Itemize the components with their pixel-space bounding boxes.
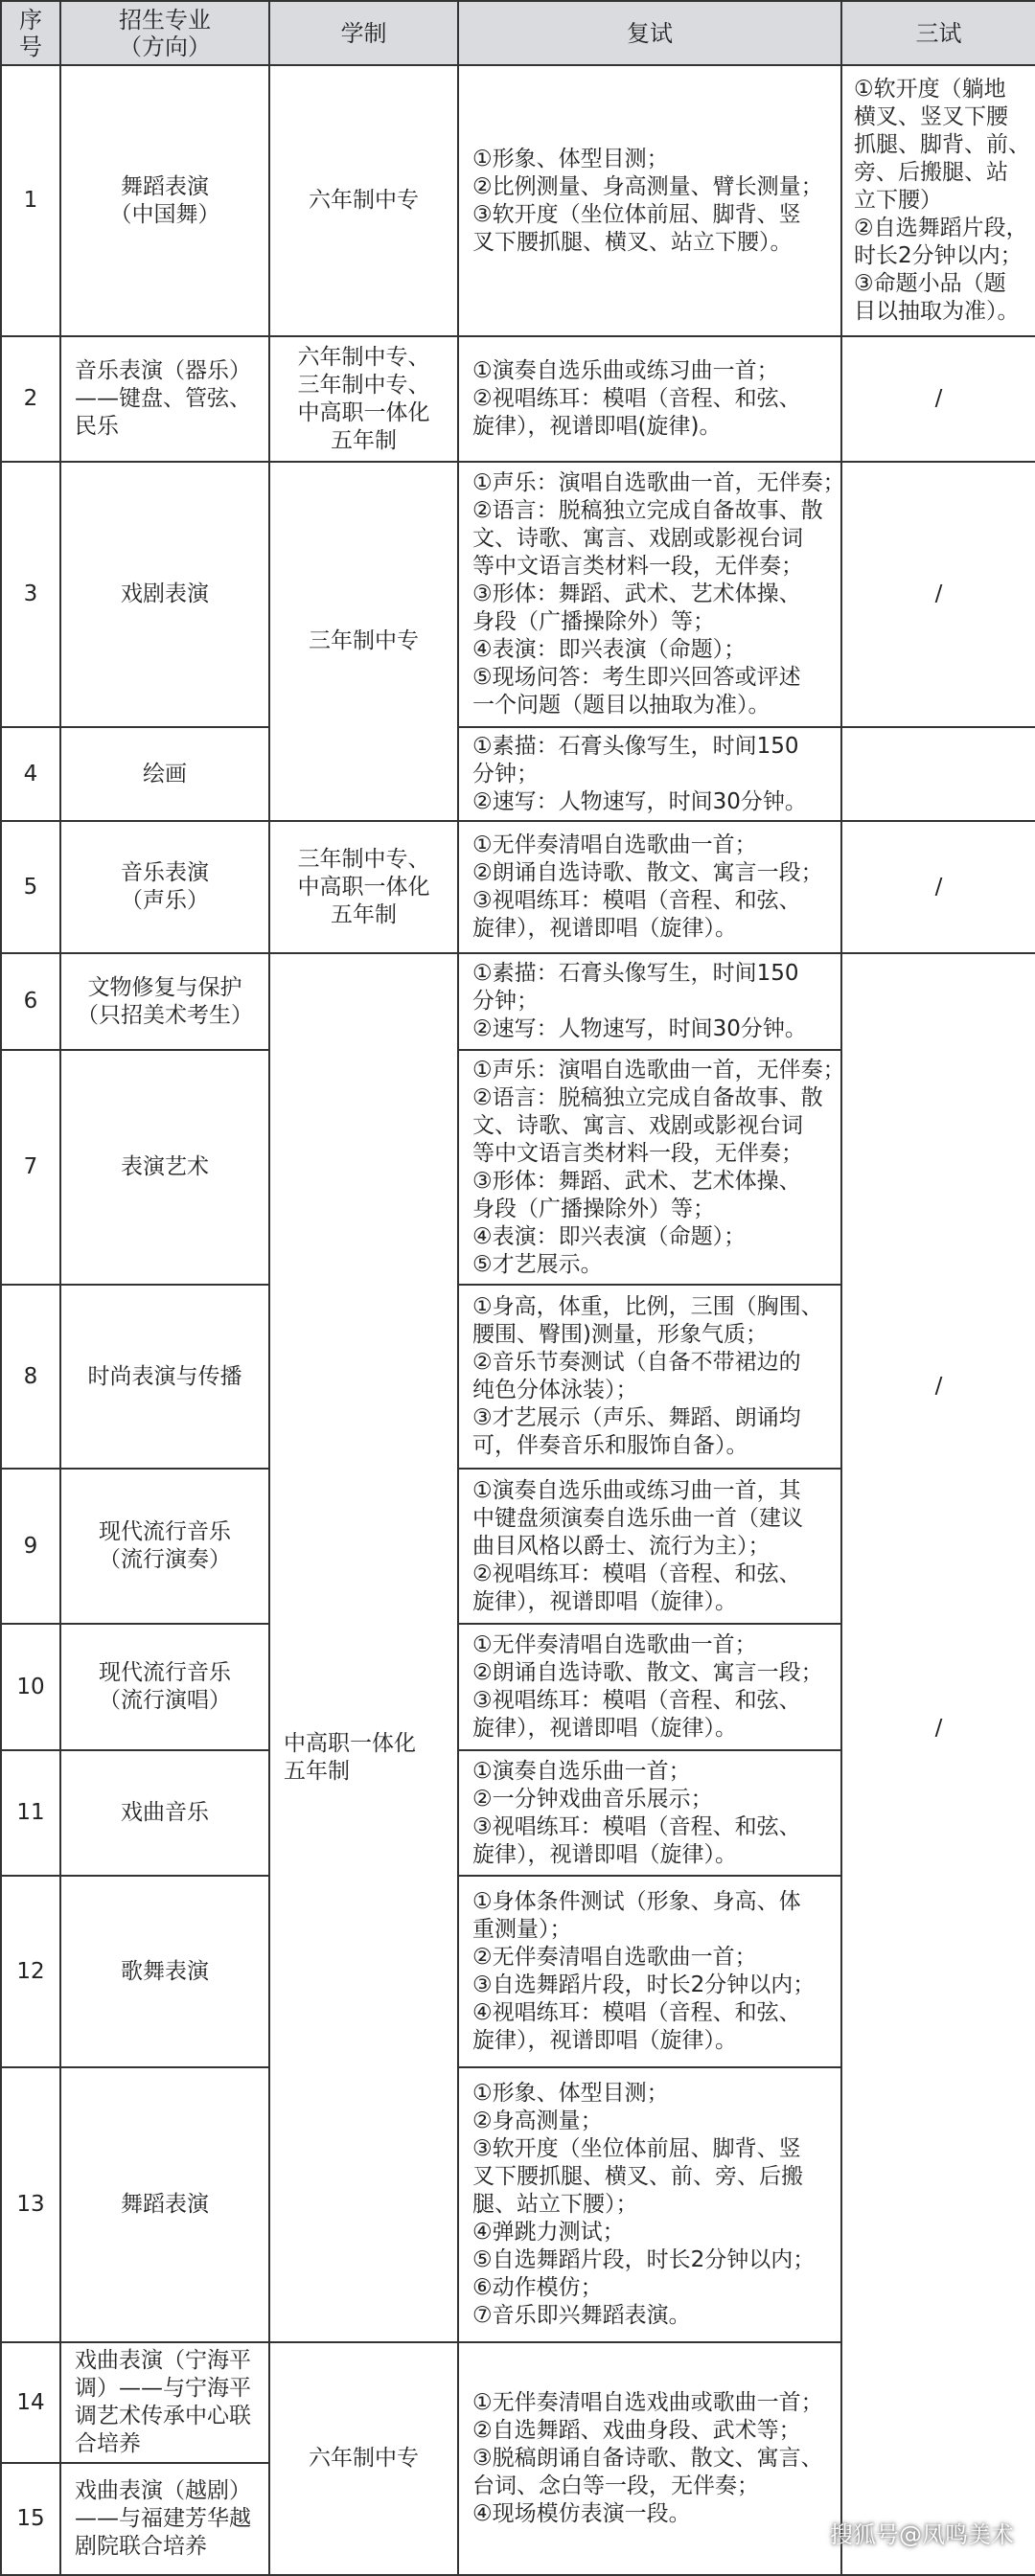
text-line: 等中文语言类材料一段，无伴奏； xyxy=(472,554,803,579)
row-number: 13 xyxy=(1,2067,60,2342)
text-line: 中高职一体化 xyxy=(297,874,430,900)
text-line: 腿、站立下腰）； xyxy=(472,2192,638,2217)
table-row xyxy=(1,953,1035,1050)
header-third: 三试 xyxy=(841,1,1035,65)
text-line: 立下腰） xyxy=(854,188,942,213)
row-number: 2 xyxy=(1,336,60,462)
retest-cell xyxy=(458,1469,841,1624)
text-line: 中高职一体化 xyxy=(297,399,430,425)
text-line: （只招美术考生） xyxy=(77,1002,253,1028)
text-line: 调）——与宁海平 xyxy=(75,2376,251,2401)
third-slash-2: / xyxy=(934,1715,943,1741)
retest-cell xyxy=(458,1285,841,1469)
watermark-text: 搜狐号@凤鸣美术 xyxy=(830,2521,1014,2548)
text-line: ③自选舞蹈片段，时长2分钟以内； xyxy=(472,1972,816,1997)
text-line: 曲目风格以爵士、流行为主）； xyxy=(472,1533,770,1559)
text-line: 三年制中专、 xyxy=(297,846,430,872)
text-line: 旋律），视谱即唱（旋律）。 xyxy=(472,1588,737,1614)
retest-cell xyxy=(458,1050,845,1285)
retest-cell xyxy=(458,2342,841,2575)
text-line: ③软开度（坐位体前屈、脚背、竖 xyxy=(472,2136,801,2161)
text-line: 三年制中专 xyxy=(309,628,419,653)
retest-cell xyxy=(458,2067,841,2342)
text-line: ②速写：人物速写，时间30分钟。 xyxy=(472,788,807,814)
row-number: 10 xyxy=(1,1624,60,1750)
row-number: 8 xyxy=(1,1285,60,1469)
text-line: ②语言：脱稿独立完成自备故事、散 xyxy=(472,498,823,523)
text-line: 文、诗歌、寓言、戏剧或影视台词 xyxy=(472,526,803,551)
text-line: ⑥动作模仿； xyxy=(472,2275,603,2300)
text-line: ①形象、体型目测； xyxy=(472,2081,669,2106)
text-line: ③形体：舞蹈、武术、艺术体操、 xyxy=(472,581,801,606)
text-line: ——键盘、管弦、 xyxy=(75,386,251,411)
table-row xyxy=(1,821,1035,953)
header-system: 学制 xyxy=(269,1,458,65)
third-test-cell xyxy=(841,727,1035,821)
text-line: 音乐表演 xyxy=(121,860,209,885)
text-line: ③才艺展示（声乐、舞蹈、朗诵均 xyxy=(472,1405,801,1430)
text-line: ⑤现场问答：考生即兴回答或评述 xyxy=(472,665,801,690)
major-cell xyxy=(60,336,269,462)
text-line: 旋律），视谱即唱（旋律）。 xyxy=(472,2028,737,2053)
text-line: ①无伴奏清唱自选歌曲一首； xyxy=(472,1632,757,1657)
retest-cell xyxy=(458,65,841,336)
text-line: 戏曲表演（宁海平 xyxy=(75,2348,251,2373)
header-major-line2: （方向） xyxy=(119,33,211,60)
major-cell xyxy=(60,65,269,336)
text-line: ②视唱练耳：模唱（音程、和弦、 xyxy=(472,1561,801,1586)
text-line: ⑤才艺展示。 xyxy=(472,1251,603,1277)
text-line: ②身高测量； xyxy=(472,2109,603,2133)
major-cell xyxy=(60,1050,269,1285)
text-line: 六年制中专、 xyxy=(297,344,430,370)
table-row xyxy=(1,727,1035,821)
text-line: 戏剧表演 xyxy=(121,581,209,606)
retest-cell xyxy=(458,953,841,1050)
text-line: ③视唱练耳：模唱（音程、和弦、 xyxy=(472,1688,801,1713)
text-line: 五年制 xyxy=(284,1759,350,1784)
text-line: 抓腿、脚背、前、 xyxy=(854,132,1030,157)
text-line: 身段（广播操除外）等； xyxy=(472,609,715,634)
retest-cell xyxy=(458,821,841,953)
text-line: 现代流行音乐 xyxy=(99,1660,231,1685)
text-line: 横叉、竖叉下腰 xyxy=(854,104,1008,129)
row-number: 5 xyxy=(1,821,60,953)
text-line: ③脱稿朗诵自备诗歌、散文、寓言、 xyxy=(472,2446,823,2471)
row-number: 3 xyxy=(1,462,60,727)
row-number: 1 xyxy=(1,65,60,336)
major-cell xyxy=(60,821,269,953)
text-line: ①身体条件测试（形象、身高、体 xyxy=(472,1889,801,1914)
major-cell xyxy=(60,462,269,727)
text-line: ③视唱练耳：模唱（音程、和弦、 xyxy=(472,1813,801,1839)
text-line: 现代流行音乐 xyxy=(99,1519,231,1544)
text-line: 三年制中专、 xyxy=(297,372,430,398)
major-cell xyxy=(60,2463,269,2575)
major-cell xyxy=(60,727,269,821)
text-line: ①声乐：演唱自选歌曲一首，无伴奏； xyxy=(472,1057,845,1083)
table-row xyxy=(1,65,1035,336)
third-test-cell: / xyxy=(841,336,1035,462)
text-line: 旋律），视谱即唱（旋律）。 xyxy=(472,916,737,941)
text-line: 音乐表演（器乐） xyxy=(75,358,251,383)
third-slash-1: / xyxy=(934,1373,943,1399)
text-line: 五年制 xyxy=(331,901,397,927)
text-line: 中高职一体化 xyxy=(284,1731,416,1756)
text-line: 六年制中专 xyxy=(309,2446,419,2471)
text-line: 绘画 xyxy=(143,761,187,786)
major-cell xyxy=(60,1285,269,1469)
text-line: 五年制 xyxy=(331,427,397,453)
text-line: ②语言：脱稿独立完成自备故事、散 xyxy=(472,1084,823,1110)
row-number: 11 xyxy=(1,1750,60,1876)
text-line: ④弹跳力测试； xyxy=(472,2220,625,2245)
system-cell xyxy=(269,821,458,953)
retest-cell xyxy=(458,1624,841,1750)
system-cell xyxy=(269,65,458,336)
row-number: 12 xyxy=(1,1876,60,2067)
text-line: 旋律），视谱即唱（旋律）。 xyxy=(472,1716,737,1741)
text-line: 纯色分体泳装）； xyxy=(472,1378,638,1402)
text-line: ④表演：即兴表演（命题）； xyxy=(472,637,747,662)
text-line: ④视唱练耳：模唱（音程、和弦、 xyxy=(472,2000,801,2025)
major-cell xyxy=(60,953,269,1050)
text-line: 旁、后搬腿、站 xyxy=(854,160,1008,185)
text-line: ②朗诵自选诗歌、散文、寓言一段； xyxy=(472,1660,823,1685)
header-retest: 复试 xyxy=(458,1,841,65)
text-line: （流行演唱） xyxy=(99,1688,231,1713)
text-line: ①无伴奏清唱自选歌曲一首； xyxy=(472,832,757,857)
text-line: （声乐） xyxy=(121,888,209,913)
text-line: （中国舞） xyxy=(109,201,220,227)
text-line: ③软开度（坐位体前屈、脚背、竖 xyxy=(472,201,801,227)
text-line: 旋律），视谱即唱(旋律)。 xyxy=(472,414,722,439)
system-cell xyxy=(269,953,458,2342)
text-line: 分钟； xyxy=(472,989,539,1014)
text-line: ②一分钟戏曲音乐展示； xyxy=(472,1786,713,1812)
third-test-cell xyxy=(841,953,1035,2575)
text-line: ①身高，体重，比例，三围（胸围、 xyxy=(472,1294,823,1319)
third-test-cell xyxy=(841,65,1035,336)
retest-cell xyxy=(458,462,845,727)
retest-cell xyxy=(458,1750,841,1876)
text-line: 台词、念白等一段，无伴奏； xyxy=(472,2473,759,2498)
text-line: ②朗诵自选诗歌、散文、寓言一段； xyxy=(472,860,823,885)
third-test-cell: / xyxy=(841,462,1035,727)
row-number: 15 xyxy=(1,2463,60,2575)
text-line: 时长2分钟以内； xyxy=(854,243,1023,268)
row-number: 7 xyxy=(1,1050,60,1285)
text-line: 重测量）； xyxy=(472,1917,572,1942)
text-line: ①声乐：演唱自选歌曲一首，无伴奏； xyxy=(472,470,845,495)
text-line: 合培养 xyxy=(75,2431,141,2456)
table-row xyxy=(1,336,1035,462)
header-row xyxy=(1,1,1035,65)
text-line: ⑦音乐即兴舞蹈表演。 xyxy=(472,2303,691,2328)
retest-cell xyxy=(458,1876,841,2067)
text-line: ②无伴奏清唱自选歌曲一首； xyxy=(472,1945,757,1970)
row-number: 14 xyxy=(1,2342,60,2463)
text-line: ①演奏自选乐曲或练习曲一首，其 xyxy=(472,1477,801,1503)
text-line: ①形象、体型目测； xyxy=(472,146,669,171)
text-line: ②音乐节奏测试（自备不带裙边的 xyxy=(472,1350,801,1375)
text-line: 等中文语言类材料一段，无伴奏； xyxy=(472,1140,803,1166)
text-line: ⑤自选舞蹈片段，时长2分钟以内； xyxy=(472,2247,816,2272)
text-line: 目以抽取为准）。 xyxy=(854,299,1020,324)
text-line: （流行演奏） xyxy=(99,1547,231,1572)
third-test-cell: / xyxy=(841,821,1035,953)
text-line: 可，伴奏音乐和服饰自备）。 xyxy=(472,1433,748,1458)
text-line: ①素描：石膏头像写生，时间150 xyxy=(472,733,799,759)
text-line: ②自选舞蹈片段， xyxy=(854,216,1028,240)
text-line: 舞蹈表演 xyxy=(121,2192,209,2217)
retest-cell xyxy=(458,336,841,462)
text-line: 身段（广播操除外）等； xyxy=(472,1196,715,1221)
header-major-line1: 招生专业 xyxy=(119,6,211,34)
text-line: 文物修复与保护 xyxy=(87,974,242,1000)
text-line: ②比例测量、身高测量、臂长测量； xyxy=(472,173,823,199)
text-line: ③形体：舞蹈、武术、艺术体操、 xyxy=(472,1168,801,1194)
system-cell xyxy=(269,336,458,462)
text-line: 剧院联合培养 xyxy=(75,2534,207,2559)
text-line: ④现场模仿表演一段。 xyxy=(472,2501,691,2526)
text-line: ①素描：石膏头像写生，时间150 xyxy=(472,961,799,986)
text-line: 旋律），视谱即唱（旋律）。 xyxy=(472,1841,737,1867)
text-line: ②速写：人物速写，时间30分钟。 xyxy=(472,1016,807,1041)
text-line: ①无伴奏清唱自选戏曲或歌曲一首； xyxy=(472,2390,823,2415)
text-line: 表演艺术 xyxy=(121,1154,209,1179)
text-line: 分钟； xyxy=(472,761,539,786)
text-line: ①演奏自选乐曲一首； xyxy=(472,1758,691,1784)
text-line: 一个问题（题目以抽取为准）。 xyxy=(472,693,770,718)
row-number: 6 xyxy=(1,953,60,1050)
text-line: 戏曲音乐 xyxy=(121,1800,209,1825)
major-cell xyxy=(60,1876,269,2067)
text-line: 腰围、臀围)测量，形象气质； xyxy=(472,1322,768,1347)
major-cell xyxy=(60,1624,269,1750)
text-line: ——与福建芳华越 xyxy=(75,2506,251,2531)
table-row xyxy=(1,462,1035,727)
text-line: ③命题小品（题 xyxy=(854,271,1006,296)
row-number: 4 xyxy=(1,727,60,821)
retest-cell xyxy=(458,727,841,821)
text-line: 戏曲表演（越剧） xyxy=(75,2478,251,2503)
text-line: 调艺术传承中心联 xyxy=(75,2404,251,2428)
text-line: ④表演：即兴表演（命题）； xyxy=(472,1223,747,1249)
text-line: 时尚表演与传播 xyxy=(87,1363,242,1389)
text-line: ②视唱练耳：模唱（音程、和弦、 xyxy=(472,386,801,411)
text-line: ③视唱练耳：模唱（音程、和弦、 xyxy=(472,888,801,913)
text-line: 舞蹈表演 xyxy=(121,173,209,199)
text-line: 歌舞表演 xyxy=(121,1958,209,1984)
header-major xyxy=(60,1,269,65)
system-cell xyxy=(269,462,458,821)
text-line: 叉下腰抓腿、横叉、前、旁、后搬 xyxy=(472,2164,803,2189)
text-line: ①演奏自选乐曲或练习曲一首； xyxy=(472,358,779,383)
text-line: 中键盘须演奏自选乐曲一首（建议 xyxy=(472,1505,803,1531)
text-line: 叉下腰抓腿、横叉、站立下腰）。 xyxy=(472,229,793,255)
text-line: 文、诗歌、寓言、戏剧或影视台词 xyxy=(472,1112,803,1138)
text-line: 民乐 xyxy=(75,414,119,439)
major-cell xyxy=(60,1750,269,1876)
text-line: 六年制中专 xyxy=(309,188,419,213)
major-cell xyxy=(60,2067,269,2342)
text-line: ②自选舞蹈、戏曲身段、武术等； xyxy=(472,2418,801,2443)
major-cell xyxy=(60,1469,269,1624)
major-cell xyxy=(60,2342,269,2463)
system-cell xyxy=(269,2342,458,2575)
header-seq: 序号 xyxy=(1,1,60,65)
text-line: ①软开度（躺地 xyxy=(854,77,1006,102)
row-number: 9 xyxy=(1,1469,60,1624)
